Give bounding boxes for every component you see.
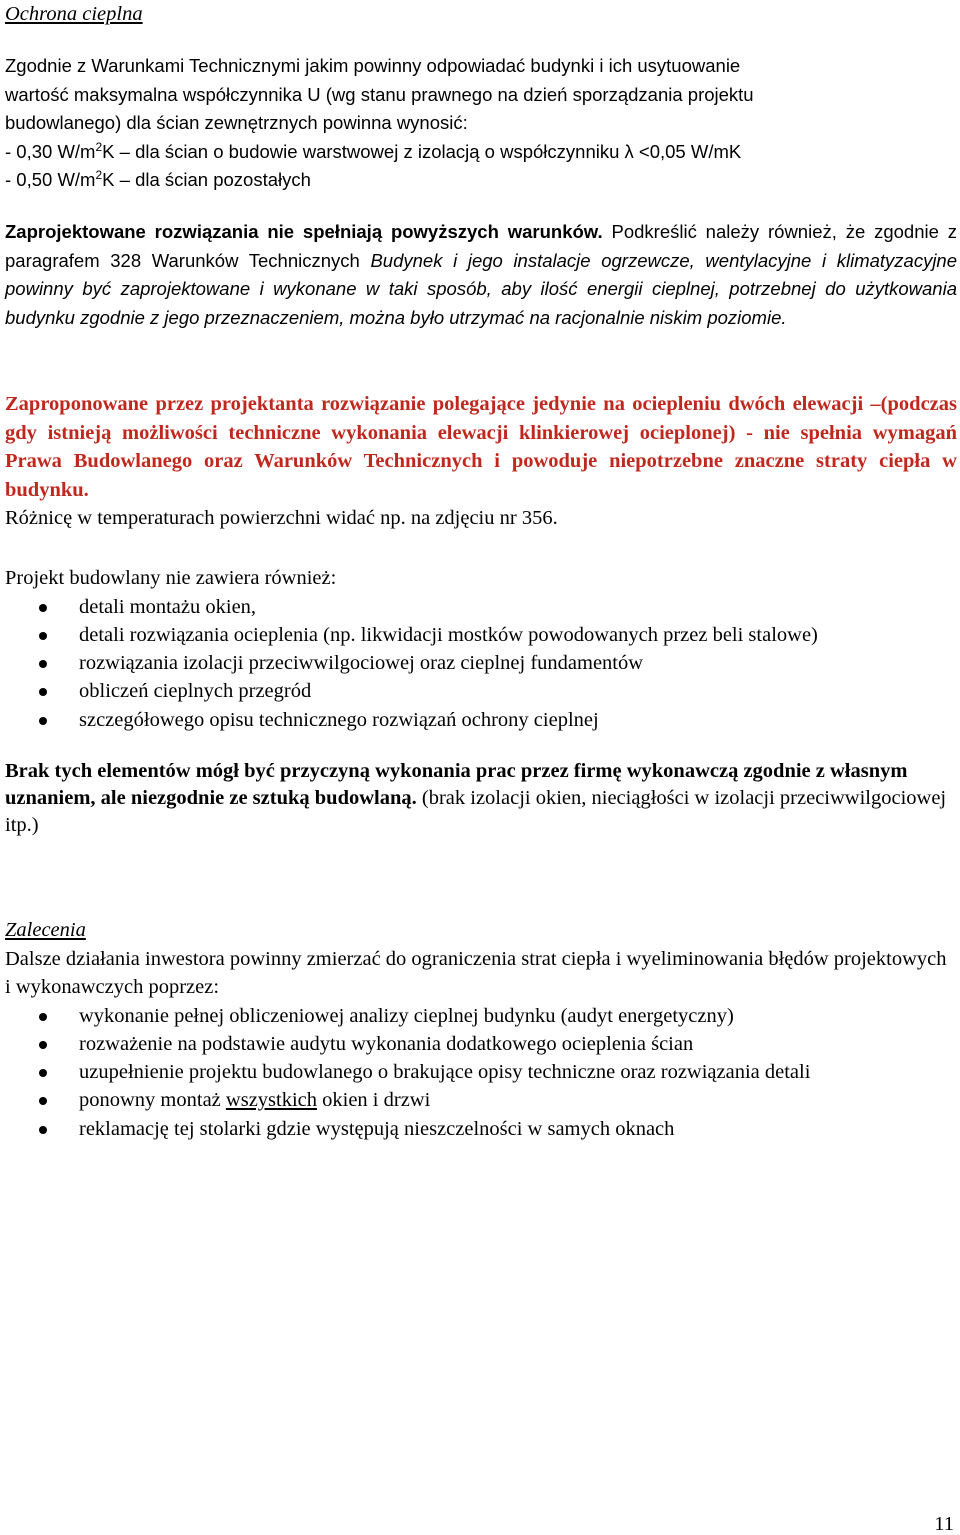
bullet-icon [39, 717, 47, 725]
bullet-icon [39, 688, 47, 696]
list-item-text: okien i drzwi [317, 1089, 431, 1112]
list-item-text: wykonanie pełnej obliczeniowej analizy cieplnej budynku (audyt energetyczny) [79, 1004, 734, 1027]
superscript: 2 [95, 139, 103, 154]
intro-line: wartość maksymalna współczynnika U (wg stanu prawnego na dzień sporządzania projektu [5, 83, 754, 105]
bullet-icon [39, 1013, 47, 1021]
missing-items-intro: Projekt budowlany nie zawiera również: [5, 567, 337, 589]
list-item [5, 621, 957, 649]
page-number: 11 [934, 1513, 954, 1535]
list-item [5, 1086, 957, 1114]
proposal-critique: Zaproponowane przez projektanta rozwiązanie polegające jedynie na ociepleniu dwóch elewacji –(podczas gdy istnieją możliwości techniczne wykonania elewacji klinkierowej ocieplonej) - nie spełnia wymagań Prawa Budowlanego oraz Warunków Technicznych i powoduje niepotrzebne znaczne straty ciepła w budynku. [5, 393, 957, 501]
bullet-icon [39, 660, 47, 668]
list-item [5, 677, 957, 705]
list-item [5, 706, 957, 734]
requirement-value: - 0,30 W/m [5, 140, 96, 162]
consequence-paragraph [5, 758, 957, 839]
proposal-paragraph [5, 390, 957, 533]
bullet-icon [39, 1041, 47, 1049]
consequence-statement: Brak tych elementów mógł być przyczyną wykonania prac przez firmę wykonawczą zgodnie z własnym uznaniem, ale niezgodnie ze sztuką budowlaną. [5, 760, 908, 809]
requirement-text: K – dla ścian pozostałych [102, 169, 311, 190]
superscript: 2 [95, 168, 103, 182]
nonconformity-statement: Zaprojektowane rozwiązania nie spełniają powyższych warunków. [5, 221, 603, 242]
bullet-icon [39, 604, 47, 612]
list-item-text: reklamację tej stolarki gdzie występują nieszczelności w samych oknach [79, 1117, 675, 1140]
recommendations-section [5, 916, 957, 1143]
regulation-reference: Podkreślić należy również, że zgodnie z paragrafem 328 Warunków Technicznych [5, 221, 957, 271]
section-heading-thermal-protection: Ochrona cieplna [5, 3, 143, 25]
bullet-icon [39, 1126, 47, 1134]
recommendations-list [5, 1002, 957, 1143]
bullet-icon [39, 1069, 47, 1077]
list-item-text: ponowny montaż [79, 1089, 226, 1112]
list-item [5, 593, 957, 621]
list-item [5, 649, 957, 677]
list-item-text: uzupełnienie projektu budowlanego o brakujące opisy techniczne oraz rozwiązania detali [79, 1061, 811, 1084]
missing-items-list [5, 593, 957, 734]
list-item [5, 1002, 957, 1030]
intro-line: budowlanego) dla ścian zewnętrznych powinna wynosić: [5, 112, 468, 133]
requirement-line [5, 138, 957, 167]
intro-line: Zgodnie z Warunkami Technicznymi jakim powinny odpowiadać budynki i ich usytuowanie [5, 55, 741, 76]
intro-paragraph [5, 52, 957, 195]
requirement-value: - 0,50 W/m [5, 169, 96, 190]
list-item [5, 1030, 957, 1058]
consequence-examples: (brak izolacji okien, nieciągłości w izolacji przeciwwilgociowej itp.) [5, 787, 947, 836]
nonconformity-paragraph [5, 218, 957, 332]
list-item [5, 1115, 957, 1143]
bullet-icon [39, 1097, 47, 1105]
bullet-icon [39, 632, 47, 640]
list-item [5, 1058, 957, 1086]
regulation-quote: Budynek i jego instalacje ogrzewcze, wentylacyjne i klimatyzacyjne powinny być zaprojektowane i wykonane w taki sposób, aby ilość energii cieplnej, potrzebnej do użytkowania budynku zgodnie z jego przeznaczeniem, można było utrzymać na racjonalnie niskim poziomie. [5, 249, 958, 328]
missing-items-section [5, 564, 957, 734]
list-item-text: obliczeń cieplnych przegród [79, 680, 312, 703]
emphasized-word: wszystkich [225, 1089, 318, 1112]
list-item-text: szczegółowego opisu technicznego rozwiązań ochrony cieplnej [79, 708, 599, 731]
list-item-text: rozwiązania izolacji przeciwwilgociowej oraz cieplnej fundamentów [79, 652, 644, 675]
recommendations-intro: Dalsze działania inwestora powinny zmierzać do ograniczenia strat ciepła i wyeliminowania błędów projektowych i wykonawczych poprzez: [5, 947, 947, 998]
recommendations-heading: Zalecenia [5, 919, 86, 941]
requirement-text: K – dla ścian o budowie warstwowej z izolacją o współczynniku λ <0,05 W/mK [102, 140, 742, 162]
list-item-text: rozważenie na podstawie audytu wykonania dodatkowego ocieplenia ścian [79, 1032, 694, 1055]
list-item-text: detali rozwiązania ocieplenia (np. likwidacji mostków powodowanych przez beli stalowe) [79, 623, 818, 646]
list-item-text: detali montażu okien, [79, 595, 257, 618]
requirement-line [5, 166, 957, 195]
photo-reference: Różnicę w temperaturach powierzchni widać np. na zdjęciu nr 356. [5, 507, 558, 529]
